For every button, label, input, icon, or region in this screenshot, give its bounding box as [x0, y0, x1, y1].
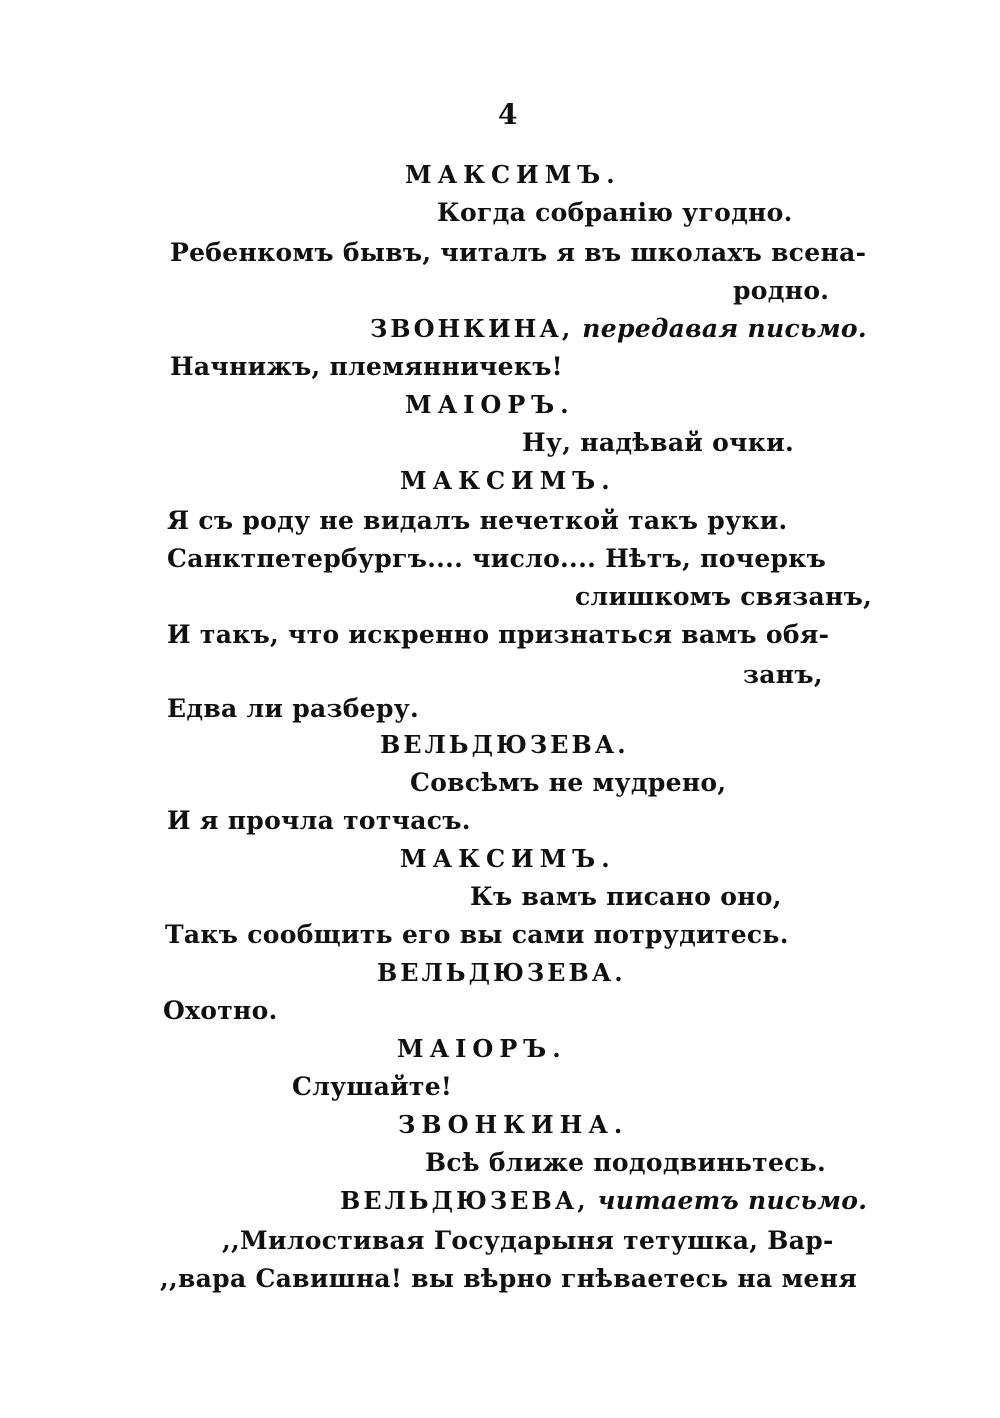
verse-line-continuation: родно.: [733, 276, 830, 305]
speaker-name: МАКСИМЪ.: [400, 466, 616, 495]
stage-direction: передавая письмо.: [582, 314, 867, 343]
verse-line: Слушайте!: [292, 1072, 453, 1101]
verse-line: Ребенкомъ бывъ, читалъ я въ школахъ всена-: [170, 238, 867, 267]
speaker-line: [340, 1186, 867, 1216]
verse-line: Я съ роду не видалъ нечеткой такъ руки.: [167, 506, 788, 535]
speaker-name: МАІОРЪ.: [405, 390, 575, 419]
verse-line: Начнижъ, племянничекъ!: [170, 352, 563, 381]
speaker-name: МАІОРЪ.: [397, 1034, 567, 1063]
verse-line: Охотно.: [163, 996, 278, 1025]
verse-line: Такъ сообщить его вы сами потрудитесь.: [165, 920, 789, 949]
verse-line-continuation: занъ,: [743, 660, 823, 689]
speaker-name: ЗВОНКИНА,: [370, 314, 574, 343]
verse-line: Всѣ ближе пододвиньтесь.: [425, 1148, 826, 1177]
verse-line: Едва ли разберу.: [167, 694, 420, 723]
speaker-name: МАКСИМЪ.: [400, 844, 616, 873]
speaker-name: МАКСИМЪ.: [405, 160, 621, 189]
verse-line: Когда собранію угодно.: [437, 198, 793, 227]
verse-line: Санктпетербургъ.... число.... Нѣтъ, почеркъ: [167, 544, 827, 573]
verse-line: Ну, надѣвай очки.: [522, 428, 794, 457]
speaker-name: ВЕЛЬДЮЗЕВА.: [377, 958, 626, 987]
speaker-name: ВЕЛЬДЮЗЕВА,: [340, 1186, 589, 1215]
verse-line: Совсѣмъ не мудрено,: [410, 768, 727, 797]
verse-line: И такъ, что искренно признаться вамъ обя-: [167, 620, 830, 649]
stage-direction: читаетъ письмо.: [597, 1186, 868, 1215]
verse-line-continuation: слишкомъ связанъ,: [575, 582, 873, 611]
page-number: 4: [498, 98, 518, 131]
verse-line: Къ вамъ писано оно,: [470, 882, 782, 911]
speaker-name: ЗВОНКИНА.: [398, 1110, 629, 1139]
letter-line: ,,Милостивая Государыня тетушка, Вар-: [222, 1226, 834, 1255]
speaker-line: [370, 314, 867, 344]
verse-line: И я прочла тотчасъ.: [167, 806, 471, 835]
speaker-name: ВЕЛЬДЮЗЕВА.: [380, 730, 629, 759]
letter-line: ,,вара Савишна! вы вѣрно гнѣваетесь на меня: [160, 1264, 858, 1293]
